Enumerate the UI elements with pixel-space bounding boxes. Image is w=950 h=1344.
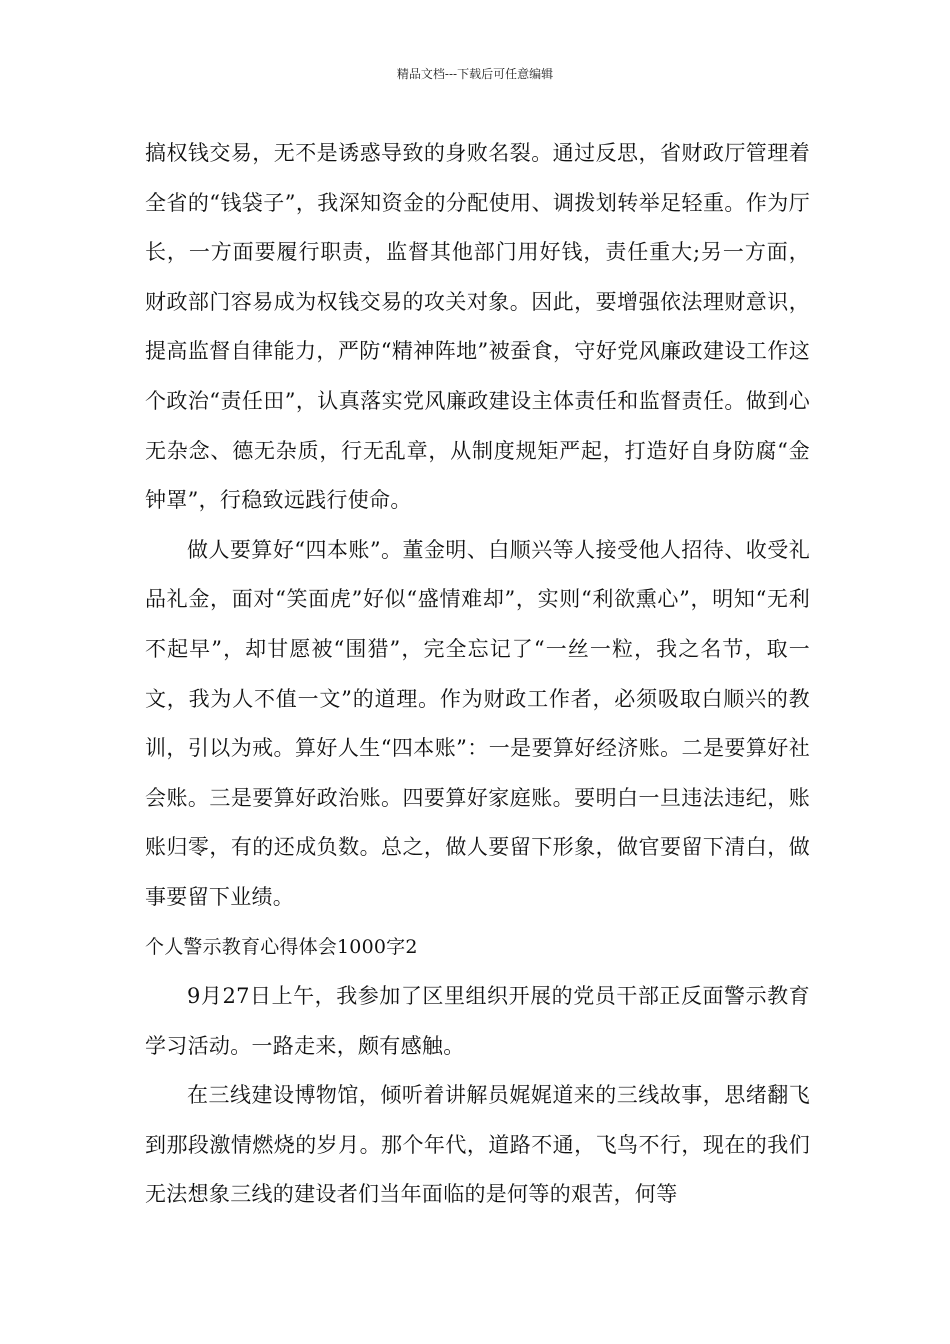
paragraph-activity-intro: 9月27日上午，我参加了区里组织开展的党员干部正反面警示教育学习活动。一路走来，颇有感触。 xyxy=(145,984,810,1058)
document-body xyxy=(145,129,810,1220)
page-header: 精品文档---下载后可任意编辑 xyxy=(396,67,554,81)
paragraph-museum-visit: 在三线建设博物馆，倾听着讲解员娓娓道来的三线故事，思绪翻飞到那段激情燃烧的岁月。那个年代，道路不通，飞鸟不行，现在的我们无法想象三线的建设者们当年面临的是何等的艰苦，何等 xyxy=(145,1083,810,1207)
paragraph-four-accounts: 做人要算好“四本账”。董金明、白顺兴等人接受他人招待、收受礼品礼金，面对“笑面虎”好似“盛情难却”，实则“利欲熏心”，明知“无利不起早”，却甘愿被“围猎”，完全忘记了“一丝一粒，我之名节，取一文，我为人不值一文”的道理。作为财政工作者，必须吸取白顺兴的教训，引以为戒。算好人生“四本账”：一是要算好经济账。二是要算好社会账。三是要算好政治账。四要算好家庭账。要明白一旦违法违纪，账账归零，有的还成负数。总之，做人要留下形象，做官要留下清白，做事要留下业绩。 xyxy=(145,537,810,909)
section-heading: 个人警示教育心得体会1000字2 xyxy=(145,935,418,958)
paragraph-continuation: 搞权钱交易，无不是诱惑导致的身败名裂。通过反思，省财政厅管理着全省的“钱袋子”，我深知资金的分配使用、调拨划转举足轻重。作为厅长，一方面要履行职责，监督其他部门用好钱，责任重大;另一方面，财政部门容易成为权钱交易的攻关对象。因此，要增强依法理财意识，提高监督自律能力，严防“精神阵地”被蚕食，守好党风廉政建设工作这个政治“责任田”，认真落实党风廉政建设主体责任和监督责任。做到心无杂念、德无杂质，行无乱章，从制度规矩严起，打造好自身防腐“金钟罩”，行稳致远践行使命。 xyxy=(145,141,810,513)
